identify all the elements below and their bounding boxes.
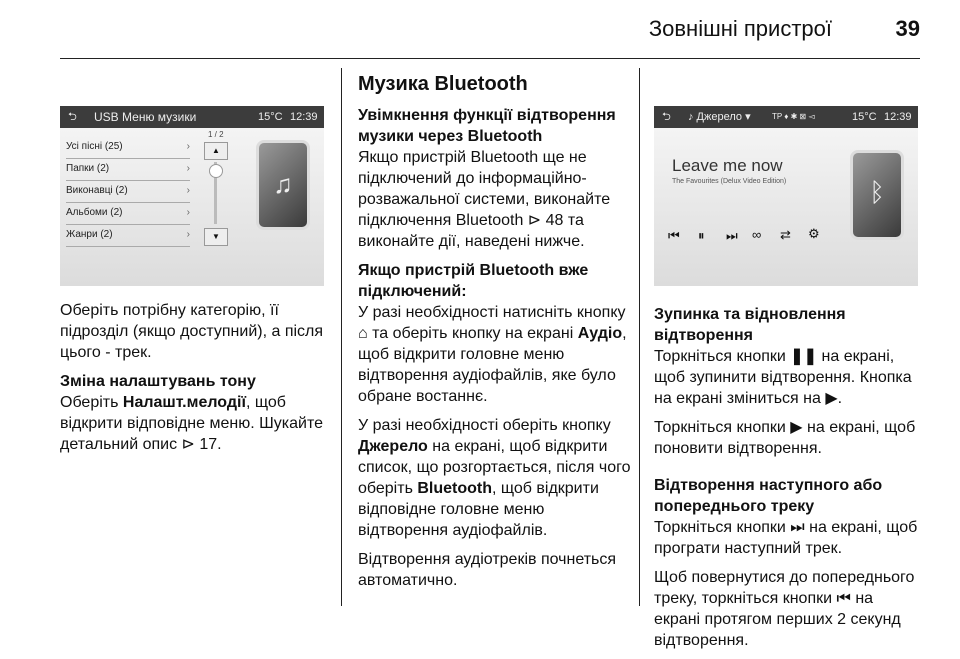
column-divider-1 xyxy=(341,68,342,606)
settings-icon: ⚙ xyxy=(808,226,820,241)
section-title: Музика Bluetooth xyxy=(358,73,528,95)
column-3 xyxy=(654,304,920,659)
source-button: ♪ Джерело ▾ xyxy=(688,111,751,123)
screen-body xyxy=(654,128,918,286)
repeat-icon: ∞ xyxy=(752,227,762,242)
header-title: Зовнішні пристрої xyxy=(648,16,832,41)
column-2 xyxy=(358,74,636,599)
header-rule xyxy=(60,58,920,59)
section-heading: Увімкнення функції відтворення музики через Bluetooth xyxy=(358,107,616,145)
pager-label: 1 / 2 xyxy=(208,130,224,139)
music-note-icon: ♫ xyxy=(273,169,293,199)
album-art xyxy=(256,140,310,230)
screen-title: USB Меню музики xyxy=(94,110,197,124)
paragraph: У разі необхідності оберіть кнопку Джерело на екрані, щоб відкрити список, що розгортається, після чого оберіть Bluetooth, щоб відкрити відповідне головне меню відтворення аудіофайлів. xyxy=(358,417,631,539)
column-1 xyxy=(60,300,328,463)
scroll-up-button: ▲ xyxy=(204,142,228,160)
section-heading: Відтворення наступного або попереднього треку xyxy=(654,477,883,515)
status-icons: TP ♦ ✱ ⊠ ◅ xyxy=(772,112,815,121)
page-reference: ⊳ 17. xyxy=(181,436,222,453)
paragraph: Оберіть потрібну категорію, її підрозділ (якщо доступний), а після цього - трек. xyxy=(60,302,324,361)
back-icon: ⮌ xyxy=(68,111,77,123)
shuffle-icon: ⇄ xyxy=(780,227,791,242)
paragraph: Торкніться кнопки ▶ на екрані, щоб поновити відтворення. xyxy=(654,419,916,457)
column-divider-2 xyxy=(639,68,640,606)
paragraph: У разі необхідності натисніть кнопку ⌂ та оберіть кнопку на екрані Аудіо, щоб відкрити головне меню відтворення аудіофайлів, яке було обране востаннє. xyxy=(358,304,627,405)
bluetooth-player-screenshot xyxy=(654,106,918,286)
next-track-icon: ⏭ xyxy=(726,228,738,243)
previous-track-icon: ⏮ xyxy=(668,228,680,243)
paragraph: Якщо пристрій Bluetooth ще не підключений до інформаційно-розважальної системи, виконайте підключення Bluetooth ⊳ 48 та виконайте дії, наведені нижче. xyxy=(358,149,611,250)
temperature: 15°C xyxy=(852,111,877,123)
paragraph: Відтворення аудіотреків почнеться автоматично. xyxy=(358,551,617,589)
scroll-down-button: ▼ xyxy=(204,228,228,246)
previous-track-icon: ⏮ xyxy=(836,590,851,607)
clock: 12:39 xyxy=(884,111,912,123)
pause-icon: ⏸ xyxy=(698,228,705,243)
temperature: 15°C xyxy=(258,111,283,123)
album-name: The Favourites (Delux Video Edition) xyxy=(672,178,787,185)
screen-status-bar xyxy=(60,106,324,128)
list-item: Альбоми (2) › xyxy=(66,202,190,225)
screen-status-bar xyxy=(654,106,918,128)
section-heading: Зупинка та відновлення відтворення xyxy=(654,306,846,344)
home-icon: ⌂ xyxy=(358,325,368,342)
page-number: 39 xyxy=(895,16,920,41)
album-art xyxy=(850,150,904,240)
screen-body xyxy=(60,128,324,286)
section-heading: Якщо пристрій Bluetooth вже підключений: xyxy=(358,262,589,300)
play-icon: ▶ xyxy=(825,390,838,407)
paragraph: Торкніться кнопки ❚❚ на екрані, щоб зупинити відтворення. Кнопка на екрані зміниться на ▶. xyxy=(654,348,912,407)
page-reference: ⊳ 48 xyxy=(527,212,564,229)
pause-icon: ❚❚ xyxy=(790,348,818,365)
list-item: Жанри (2) › xyxy=(66,224,190,247)
paragraph: Щоб повернутися до попереднього треку, торкніться кнопки ⏮ на екрані протягом перших 2 секунд відтворення. xyxy=(654,569,915,649)
clock: 12:39 xyxy=(290,111,318,123)
song-title: Leave me now xyxy=(672,156,783,175)
list-item: Усі пісні (25) › xyxy=(66,136,190,159)
list-item: Виконавці (2) › xyxy=(66,180,190,203)
section-heading: Зміна налаштувань тону xyxy=(60,373,256,390)
scroll-thumb xyxy=(209,164,223,178)
bluetooth-icon: ᛒ xyxy=(869,177,885,207)
usb-menu-screenshot xyxy=(60,106,324,286)
paragraph: Оберіть Налашт.мелодії, щоб відкрити відповідне меню. Шукайте детальний опис ⊳ 17. xyxy=(60,394,323,453)
play-icon: ▶ xyxy=(790,419,803,436)
back-icon: ⮌ xyxy=(662,111,671,123)
next-track-icon: ⏭ xyxy=(790,519,805,536)
list-item: Папки (2) › xyxy=(66,158,190,181)
paragraph: Торкніться кнопки ⏭ на екрані, щоб програти наступний трек. xyxy=(654,519,918,557)
